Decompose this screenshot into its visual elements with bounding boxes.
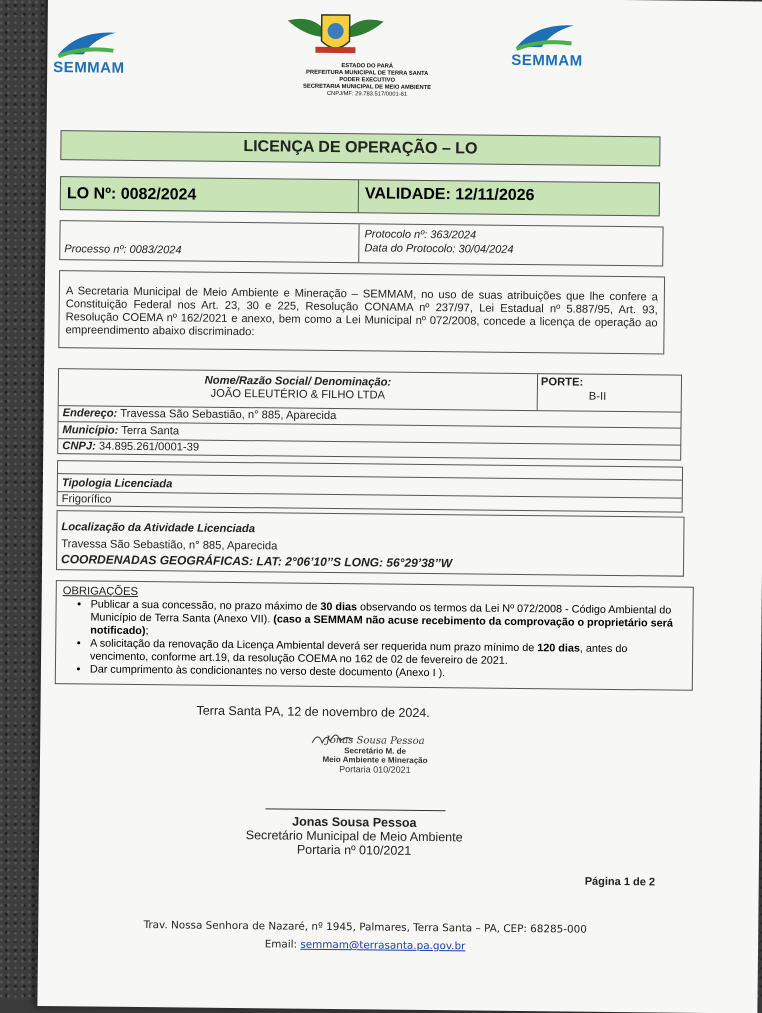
- process-number: [64, 243, 181, 256]
- address-value: Travessa São Sebastião, n° 885, Aparecida: [120, 407, 337, 423]
- handwritten-signature-icon: [310, 729, 370, 750]
- stamp-line: Secretário M. de: [344, 746, 407, 756]
- obligations-label: OBRIGAÇÕES: [62, 585, 139, 598]
- obligation-deadline: 30 dias: [320, 600, 358, 614]
- header-line: PODER EXECUTIVO: [339, 77, 396, 84]
- protocol-date: Data do Protocolo: 30/04/2024: [364, 242, 514, 256]
- obligation-text: observando os termos da Lei Nº 072/2008 - Código Ambiental do Município de Terra Santa (Anexo VII).: [90, 601, 672, 626]
- coordinates: COORDENADAS GEOGRÁFICAS: LAT: 2°06’10’’S LONG: 56°29’38’’W: [61, 552, 453, 571]
- porte-label: PORTE:: [540, 376, 584, 389]
- divider: [58, 491, 682, 499]
- company-box: [57, 368, 682, 461]
- location-value: Travessa São Sebastião, n° 885, Aparecida: [61, 538, 278, 553]
- email-link[interactable]: semmam@terrasanta.pa.gov.br: [300, 938, 466, 953]
- obligation-text: ;: [145, 625, 149, 638]
- obligation-item: • Dar cumprimento às condicionantes no verso deste documento (Anexo I ).: [90, 663, 686, 682]
- municipality-row: [62, 424, 179, 438]
- municipality-value: Terra Santa: [121, 424, 180, 438]
- footer: [130, 919, 600, 954]
- email-label: Email:: [264, 938, 298, 951]
- lo-number: LO Nº: 0082/2024: [61, 177, 359, 212]
- company-name-label: Nome/Razão Social/ Denominação:: [204, 374, 392, 389]
- place-date: Terra Santa PA, 12 de novembro de 2024.: [196, 703, 430, 721]
- obligations-box: [55, 580, 694, 691]
- preamble-box: [58, 270, 665, 354]
- document-page: [37, 0, 762, 1013]
- obligation-item: [90, 598, 686, 643]
- license-title: LICENÇA DE OPERAÇÃO – LO: [60, 130, 660, 166]
- obligation-note: (caso a SEMMAM não acuse recebimento da comprovação o proprietário será notificado): [90, 613, 673, 638]
- coat-of-arms-icon: [285, 6, 386, 61]
- semmam-logo-right: [511, 21, 583, 70]
- semmam-logo-left: [53, 28, 125, 77]
- validity: VALIDADE: 12/11/2026: [364, 185, 535, 205]
- typology-label: Tipologia Licenciada: [61, 477, 173, 491]
- logo-text-left: SEMMAM: [53, 59, 125, 77]
- cnpj-row: [62, 440, 199, 454]
- typology-value: Frigorífico: [61, 493, 112, 506]
- coat-of-arms: [285, 6, 386, 66]
- preamble-text: A Secretaria Municipal de Meio Ambiente e Mineração – SEMMAM, no uso de suas atribuições que lhe confere a Constituição Federal nos Art. 23, 30 e 225, Resolução CONAMA nº 237/97, Lei Estadual nº 5.887/95, Art. 93, Resolução COEMA nº 162/2021 e anexo, bem como a Lei Municipal nº 072/2008, concede a licença de operação ao empreendimento abaixo discriminado:: [65, 285, 658, 339]
- lo-row: [60, 176, 660, 216]
- signer-role: Secretário Municipal de Meio Ambiente: [245, 828, 463, 845]
- obligation-deadline: 120 dias: [537, 642, 581, 655]
- company-name-cell: [59, 369, 538, 410]
- company-name: JOÃO ELEUTÉRIO & FILHO LTDA: [210, 387, 386, 402]
- obligation-text: A solicitação da renovação da Licença Ambiental deverá ser requerida num prazo mínimo de: [90, 637, 538, 655]
- footer-email-row: [130, 937, 600, 954]
- porte-value: B-II: [588, 390, 607, 403]
- address-label: Endereço:: [62, 407, 118, 420]
- process-box: [59, 220, 663, 266]
- stamp-name: Jonas Sousa Pessoa: [325, 734, 425, 747]
- protocol-number: Protocolo nº: 363/2024: [364, 228, 477, 242]
- stamp-line: Portaria 010/2021: [339, 764, 411, 775]
- signature-stamp: [290, 735, 460, 776]
- page-number: Página 1 de 2: [584, 875, 656, 889]
- header-line: PREFEITURA MUNICIPAL DE TERRA SANTA: [306, 69, 429, 77]
- obligation-text: Publicar a sua concessão, no prazo máximo de: [90, 598, 321, 613]
- municipality-label: Município:: [62, 424, 119, 437]
- signature-line: [265, 808, 445, 811]
- bird-logo-icon: [53, 28, 123, 59]
- typology-box: [57, 460, 683, 513]
- header-line: ESTADO DO PARÁ: [341, 63, 394, 70]
- obligation-text: , antes do vencimento, conforme art.19, da resolução COEMA no 162 de 02 de fevereiro de 2021.: [90, 642, 628, 667]
- logo-text-right: SEMMAM: [511, 51, 583, 70]
- header-line: SECRETARIA MUNICIPAL DE MEIO AMBIENTE: [302, 83, 432, 92]
- cnpj-label: CNPJ:: [62, 440, 96, 453]
- signature-block: [189, 814, 519, 859]
- header-line: CNPJ/MF: 29.783.517/0001-61: [326, 90, 408, 98]
- signer-portaria: Portaria nº 010/2021: [296, 842, 412, 858]
- cnpj-value: 34.895.261/0001-39: [98, 440, 200, 454]
- location-label: Localização da Atividade Licenciada: [61, 521, 256, 536]
- divider: [358, 224, 359, 262]
- obligations-list: [62, 598, 687, 683]
- stamp-line: Meio Ambiente e Mineração: [322, 754, 428, 766]
- footer-address: Trav. Nossa Senhora de Nazaré, nº 1945, Palmares, Terra Santa – PA, CEP: 68285-000: [143, 919, 587, 936]
- bird-logo-icon: [511, 21, 581, 52]
- process-text: Processo nº: 0083/2024: [64, 243, 182, 257]
- header-text: [247, 62, 487, 100]
- location-box: [56, 510, 685, 577]
- signer-name: Jonas Sousa Pessoa: [292, 814, 417, 830]
